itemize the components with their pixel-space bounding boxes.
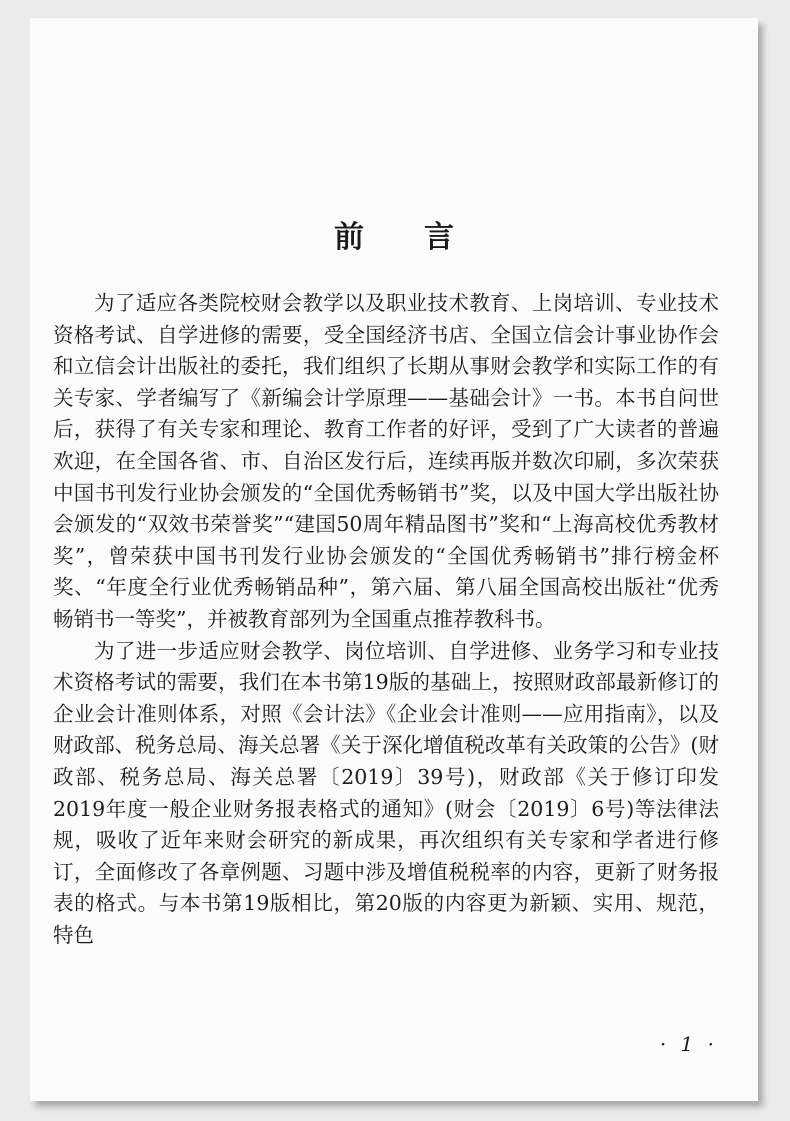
body-text: [53, 288, 719, 951]
paragraph-2: 为了进一步适应财会教学、岗位培训、自学进修、业务学习和专业技术资格考试的需要，我们在本书第19版的基础上，按照财政部最新修订的企业会计准则体系，对照《会计法》《企业会计准则——应用指南》，以及财政部、税务总局、海关总署《关于深化增值税改革有关政策的公告》(财政部、税务总局、海关总署〔2019〕39号)，财政部《关于修订印发2019年度一般企业财务报表格式的通知》(财会〔2019〕6号)等法律法规，吸收了近年来财会研究的新成果，再次组织有关专家和学者进行修订，全面修改了各章例题、习题中涉及增值税税率的内容，更新了财务报表的格式。与本书第19版相比，第20版的内容更为新颖、实用、规范，特色: [53, 638, 719, 947]
page-title: 前言: [334, 220, 514, 255]
book-page: [30, 18, 758, 1101]
page-number: · 1 ·: [659, 1032, 718, 1056]
paragraph-1: 为了适应各类院校财会教学以及职业技术教育、上岗培训、专业技术资格考试、自学进修的需要，受全国经济书店、全国立信会计事业协作会和立信会计出版社的委托，我们组织了长期从事财会教学和实际工作的有关专家、学者编写了《新编会计学原理——基础会计》一书。本书自问世后，获得了有关专家和理论、教育工作者的好评，受到了广大读者的普遍欢迎，在全国各省、市、自治区发行后，连续再版并数次印刷，多次荣获中国书刊发行业协会颁发的“全国优秀畅销书”奖，以及中国大学出版社协会颁发的“双效书荣誉奖”“建国50周年精品图书”奖和“上海高校优秀教材奖”，曾荣获中国书刊发行业协会颁发的“全国优秀畅销书”排行榜金杯奖、“年度全行业优秀畅销品种”，第六届、第八届全国高校出版社“优秀畅销书一等奖”，并被教育部列为全国重点推荐教科书。: [53, 291, 719, 631]
